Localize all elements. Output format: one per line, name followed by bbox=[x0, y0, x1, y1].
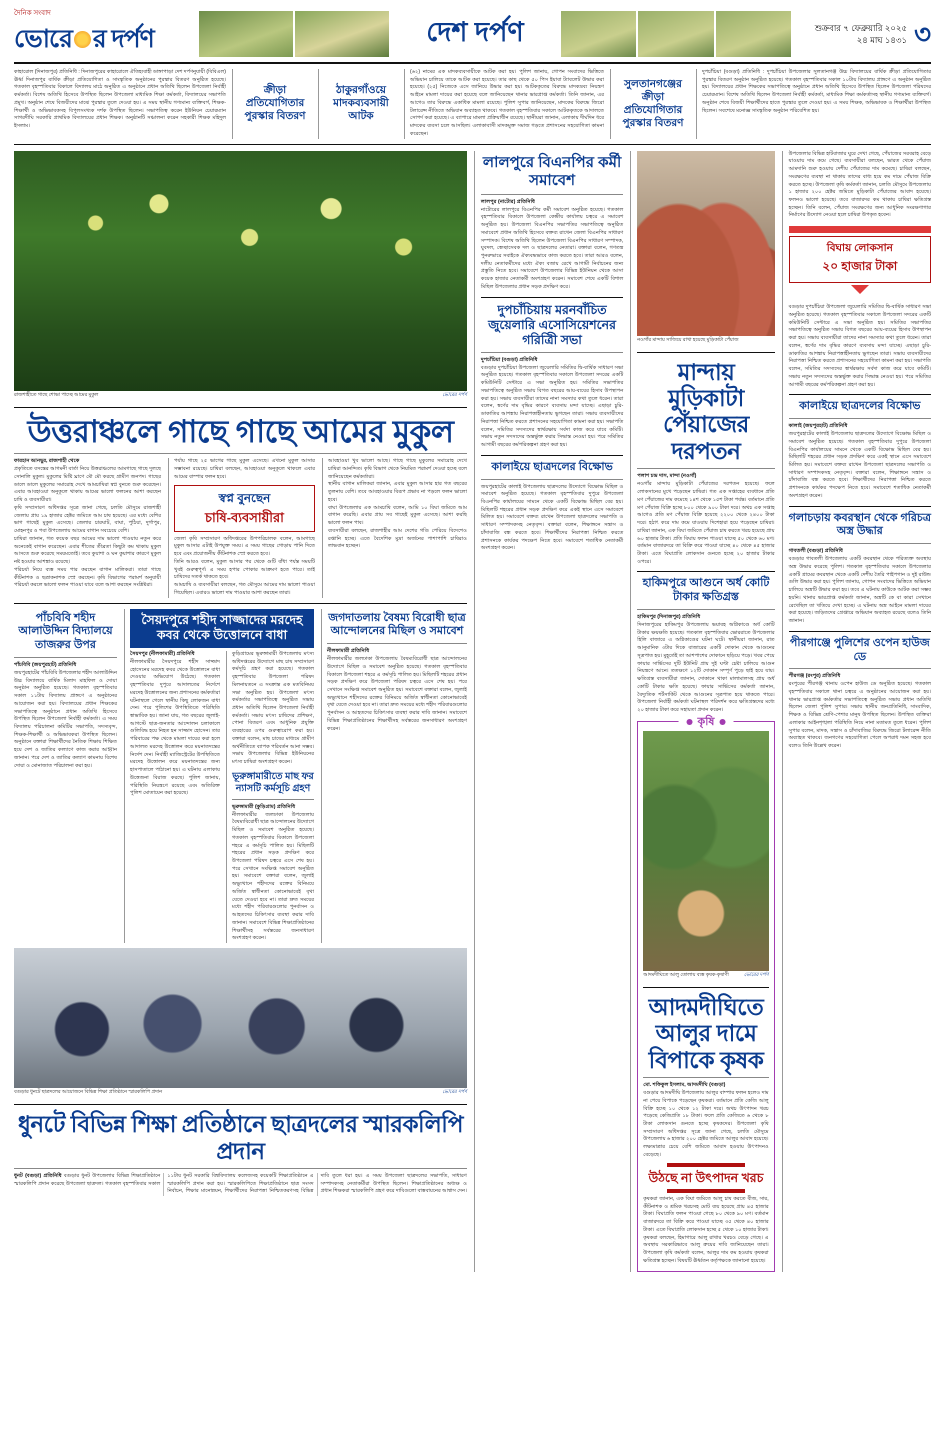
onion-photo-caption: নওগাঁর মান্দায় সাজিয়ে রাখা হয়েছে মুড়িকাটা পেঁয়াজ bbox=[637, 337, 739, 343]
topstrip-article-2 bbox=[404, 69, 604, 139]
dupchanchia-body: বগুড়ার দুপচাঁচিয়া উপজেলা জুয়েলারি সমিতির দ্বি-বার্ষিক সাধারণ সভা অনুষ্ঠিত হয়েছে। গতকাল বৃহস্পতিবার সকালে উপজেলা সদরের একটি কমিউনিটি সেন্টারে এ সভা অনুষ্ঠিত হয়। সমিতির সভাপতির সভাপতিত্বে অনুষ্ঠিত সভায় বিগত বছরের আয়-ব্যয়ের হিসাব উপস্থাপন করা হয়। সভায় ব্যবসায়ীরা তাদের নানা সমস্যার কথা তুলে ধরেন। তারা বলেন, স্বর্ণের দাম বৃদ্ধির কারণে ব্যবসায় মন্দা যাচ্ছে। এছাড়া চুরি-ডাকাতির আশঙ্কায় নিরাপত্তাহীনতায় ভুগছেন তারা। সভায় ব্যবসায়ীদের নিরাপত্তা নিশ্চিত করতে প্রশাসনের সহযোগিতা কামনা করা হয়। সভাপতি বলেন, সমিতির সদস্যদের স্বার্থরক্ষায় সর্বদা কাজ করে যাবে কমিটি। সভায় নতুন সদস্যদের অন্তর্ভুক্ত করার সিদ্ধান্ত নেওয়া হয়। পরে সমিতির আগামী বছরের কর্মপরিকল্পনা গ্রহণ করা হয়। bbox=[480, 364, 624, 449]
mango-para-11: বাঘা উপজেলার এক আমচাষি বলেন, আমি ১০ বিঘা জমিতে আম বাগান করেছি। এবার প্রায় সব গাছেই মুকুল এসেছে। আশা করছি ভালো ফলন পাব। bbox=[328, 504, 467, 527]
mango-para-12: ব্যবসায়ীরা বলছেন, রাজশাহীর আম দেশের গণ্ডি পেরিয়ে বিদেশেও রপ্তানি হচ্ছে। এতে বৈদেশিক মুদ্রা অর্জনের পাশাপাশি চাষিরাও লাভবান হচ্ছেন। bbox=[328, 527, 467, 550]
dhunat-byline: ধুনট (বগুড়া) প্রতিনিধি bbox=[14, 1172, 62, 1179]
topstrip-body-1: কাহারোল (দিনাজপুর) প্রতিনিধি : দিনাজপুরের কাহারোলে ঐতিহ্যবাহী ডাঙ্গাপাড়া দেশ দর্পণনুযায়ী (বিবিএল) ঊর্ধ্ব দিনাজপুর বার্ষিক ক্রীড়া প্রতিযোগিতা ও সাংস্কৃতিক অনুষ্ঠানের পুরস্কার বিতরণ অনুষ্ঠিত হয়েছে। গতকাল বৃহস্পতিবার বিকালে বিদ্যালয় মাঠে অনুষ্ঠিত এ অনুষ্ঠানে প্রধান অতিথি ছিলেন উপজেলা নির্বাহী কর্মকর্তা। বিশেষ অতিথি হিসেবে উপস্থিত ছিলেন উপজেলা মাধ্যমিক শিক্ষা কর্মকর্তা, বিদ্যালয়ের সভাপতি প্রমুখ। অনুষ্ঠান শেষে বিজয়ীদের মাঝে পুরস্কার তুলে দেওয়া হয়। এ সময় স্থানীয় গণ্যমান্য ব্যক্তিবর্গ, শিক্ষক-শিক্ষার্থী ও অভিভাবকসহ বিপুলসংখ্যক দর্শক উপস্থিত ছিলেন। সভাপতিত্ব করেন ইউনিয়ন চেয়ারম্যান সাগরদীঘি সরকারি প্রাথমিক বিদ্যালয়ের প্রধান শিক্ষক। অনুষ্ঠানটি সঞ্চালনা করেন সহকারী শিক্ষক মহিদুল ইসলাম। bbox=[14, 69, 226, 130]
onion-loss-line2: ২০ হাজার টাকা bbox=[822, 259, 898, 274]
jagadatra-article bbox=[321, 609, 467, 944]
date-gregorian: শুক্রবার ৭ ফেব্রুয়ারি ২০২৫ bbox=[814, 22, 907, 33]
photo-credit: ভোরের দর্পণ bbox=[442, 1090, 467, 1096]
hakimpur-byline: হাকিমপুর (দিনাজপুর) প্রতিনিধি bbox=[637, 613, 701, 620]
syedpur-body: নীলফামারীর সৈয়দপুরে শহীদ সাজ্জাদ হোসেনের মরদেহ কবর থেকে উত্তোলনে বাধা দেওয়ার অভিযোগ উঠেছে। গতকাল বৃহস্পতিবার দুপুরে আদালতের নির্দেশে মরদেহ উত্তোলনের জন্য প্রশাসনের কর্মকর্তারা ঘটনাস্থলে গেলে স্থানীয় কিছু লোকজন বাধা দেন। পরে পুলিশের উপস্থিতিতে পরিস্থিতি স্বাভাবিক হয়। জানা যায়, গত বছরের জুলাই-আগস্টে ছাত্র-জনতার আন্দোলন চলাকালে গুলিবিদ্ধ হয়ে নিহত হন সাজ্জাদ হোসেন। তার পরিবারের পক্ষ থেকে মামলা দায়ের করা হলে আদালত মরদেহ উত্তোলন করে ময়নাতদন্তের নির্দেশ দেন। নির্বাহী ম্যাজিস্ট্রেটের উপস্থিতিতে মরদেহ উত্তোলন করে ময়নাতদন্তের জন্য হাসপাতালে পাঠানো হয়। এ ঘটনায় এলাকায় উত্তেজনা বিরাজ করছে। পুলিশ জানায়, পরিস্থিতি নিয়ন্ত্রণে রয়েছে এবং অতিরিক্ত পুলিশ মোতায়েন করা হয়েছে। bbox=[130, 658, 220, 797]
gabtoli-byline: গাবতলী (বগুড়া) প্রতিনিধি bbox=[788, 548, 843, 555]
column-2 bbox=[474, 151, 623, 1272]
panchbibi-byline: পাঁচবিবি (জয়পুরহাট) প্রতিনিধি bbox=[14, 661, 77, 668]
column-left bbox=[14, 151, 467, 1272]
mango-para-8: আমচাষি ও ব্যবসায়ীরা বলছেন, গত মৌসুমে আমের দাম ভালো পাওয়া গিয়েছিল। এবারও ভালো দাম পাওয়ার আশা করছেন তারা। bbox=[174, 582, 315, 596]
topstrip-heading-1: ক্রীড়া প্রতিযোগিতার পুরস্কার বিতরণ bbox=[232, 69, 312, 139]
mango-para-7: তিনি আরও বলেন, মুকুল আসার পর থেকে গুটি বাঁধা পর্যন্ত সময়টি খুবই গুরুত্বপূর্ণ। এ সময় হপার পোকার আক্রমণ হতে পারে। তাই চাষিদের সতর্ক থাকতে হবে। bbox=[174, 558, 315, 581]
onion-loss-line1: বিঘায় লোকসান bbox=[826, 242, 893, 255]
vurungamari-byline: ভূরুঙ্গামারী (কুড়িগ্রাম) প্রতিনিধি bbox=[232, 803, 296, 810]
krishi-body-right: কৃষকরা জানান, এক বিঘা জমিতে আলু চাষ করতে বীজ, সার, কীটনাশক ও শ্রমিক খরচসহ মোট ব্যয় হয়েছে প্রায় ৪৫ হাজার টাকা। বিঘাপ্রতি ফলন পাওয়া গেছে ৮০ থেকে ৯০ মণ। বর্তমান বাজারদরে তা বিক্রি করে পাওয়া যাচ্ছে ৩৫ থেকে ৪০ হাজার টাকা। এতে বিঘাপ্রতি লোকসান হচ্ছে ৫ থেকে ১০ হাজার টাকা। কৃষকরা বলছেন, হিমাগারে আলু রাখার খরচও বেড়ে গেছে। এ অবস্থায় সরকারিভাবে আলু ক্রয়ের দাবি জানিয়েছেন তারা। উপজেলা কৃষি কর্মকর্তা বলেন, আলুর দাম কম হওয়ায় কৃষকরা ক্ষতিগ্রস্ত হচ্ছেন। বিষয়টি ঊর্ধ্বতন কর্তৃপক্ষকে জানানো হয়েছে। bbox=[643, 1195, 769, 1264]
krishi-label: কৃষি bbox=[697, 715, 715, 728]
dhunat-photo bbox=[14, 948, 467, 1088]
kalai-body-2: জয়পুরহাটের কালাই উপজেলায় ছাত্রদলের উদ্যোগে বিক্ষোভ মিছিল ও সমাবেশ অনুষ্ঠিত হয়েছে। গতকাল বৃহস্পতিবার দুপুরে উপজেলা বিএনপির কার্যালয়ের সামনে থেকে একটি বিক্ষোভ মিছিল বের হয়। মিছিলটি শহরের প্রধান সড়ক প্রদক্ষিণ করে একই স্থানে এসে সমাবেশে মিলিত হয়। সমাবেশে বক্তব্য রাখেন উপজেলা ছাত্রদলের সভাপতি ও সাধারণ সম্পাদকসহ নেতৃবৃন্দ। বক্তারা বলেন, শিক্ষাঙ্গনে সন্ত্রাস ও চাঁদাবাজি বন্ধ করতে হবে। শিক্ষার্থীদের নিরাপত্তা নিশ্চিত করতে প্রশাসনকে কার্যকর পদক্ষেপ নিতে হবে। সমাবেশে শতাধিক নেতাকর্মী অংশগ্রহণ করেন। bbox=[480, 483, 624, 552]
mango-para-10: স্থানীয় বাগান মালিকরা জানান, এবার মুকুল আসার হার গত বছরের তুলনায় বেশি। তবে আবহাওয়ার বিরূপ প্রভাব না পড়লে ফলন ভালো হবে। bbox=[328, 481, 467, 503]
dupchanchia-headline: দুপচাঁচিয়ায় মরনবাঁচিত জুয়েলারি এসোসিয়েশনের গরিত্রিী সভা bbox=[488, 302, 616, 347]
potato-photo-caption: আদমদীঘিতে আলু তোলায় ব্যস্ত কৃষক-কৃষাণী bbox=[643, 972, 729, 978]
onion-caption-row bbox=[637, 336, 774, 347]
masthead bbox=[14, 6, 931, 64]
mango-para-1: প্রকৃতিতে বসন্তের আগমনী বার্তা নিয়ে উত্তরাঞ্চলের আমগাছে গাছে দুলছে সোনালি মুকুল। মুকুলের মিষ্টি ঘ্রাণে মৌ মৌ করছে গ্রামীণ জনপদ। গাছের ডালে ডালে মুকুলের সমারোহ দেখে আমচাষিরা স্বপ্ন বুনতে শুরু করেছেন। এবার আবহাওয়া অনুকূলে থাকায় আমের ভালো ফলনের আশা করছেন চাষি ও ব্যবসায়ীরা। bbox=[14, 466, 161, 504]
vurungamari-body: নীলফামারীর জলঢাকা উপজেলায় বৈষম্যবিরোধী ছাত্র আন্দোলনের উদ্যোগে মিছিল ও সমাবেশ অনুষ্ঠিত হয়েছে। গতকাল বৃহস্পতিবার বিকালে উপজেলা শহরে এ কর্মসূচি পালিত হয়। মিছিলটি শহরের প্রধান সড়ক প্রদক্ষিণ করে উপজেলা পরিষদ চত্বরে এসে শেষ হয়। পরে সেখানে সংক্ষিপ্ত সমাবেশ অনুষ্ঠিত হয়। সমাবেশে বক্তারা বলেন, জুলাই অভ্যুত্থানে শহীদদের রক্তের বিনিময়ে অর্জিত স্বাধীনতা কোনোভাবেই বৃথা যেতে দেওয়া হবে না। তারা দ্রুত সময়ের মধ্যে শহীদ পরিবারগুলোর পুনর্বাসন ও আহতদের চিকিৎসার ব্যবস্থা করার দাবি জানান। সমাবেশে বিভিন্ন শিক্ষাপ্রতিষ্ঠানের শিক্ষার্থীসহ সর্বস্তরের জনসাধারণ অংশগ্রহণ করেন। bbox=[232, 811, 314, 942]
jagadatra-body: নীলফামারীর জলঢাকা উপজেলায় বৈষম্যবিরোধী ছাত্র আন্দোলনের উদ্যোগে মিছিল ও সমাবেশ অনুষ্ঠিত হয়েছে। গতকাল বৃহস্পতিবার বিকালে উপজেলা শহরে এ কর্মসূচি পালিত হয়। মিছিলটি শহরের প্রধান সড়ক প্রদক্ষিণ করে উপজেলা পরিষদ চত্বরে এসে শেষ হয়। পরে সেখানে সংক্ষিপ্ত সমাবেশ অনুষ্ঠিত হয়। সমাবেশে বক্তারা বলেন, জুলাই অভ্যুত্থানে শহীদদের রক্তের বিনিময়ে অর্জিত স্বাধীনতা কোনোভাবেই বৃথা যেতে দেওয়া হবে না। তারা দ্রুত সময়ের মধ্যে শহীদ পরিবারগুলোর পুনর্বাসন ও আহতদের চিকিৎসার ব্যবস্থা করার দাবি জানান। সমাবেশে বিভিন্ন শিক্ষাপ্রতিষ্ঠানের শিক্ষার্থীসহ সর্বস্তরের জনসাধারণ অংশগ্রহণ করেন। bbox=[327, 656, 467, 732]
onion-body-right: উপজেলার বিভিন্ন হাটবাজার ঘুরে দেখা গেছে, পেঁয়াজের সরবরাহ বেড়ে যাওয়ায় দাম কমে গেছে। ব্যবসায়ীরা বলছেন, ভারত থেকে পেঁয়াজ আমদানি শুরু হওয়ায় দেশীয় পেঁয়াজের দাম কমেছে। চাষিরা বলছেন, সংরক্ষণের ব্যবস্থা না থাকায় তাদের বাধ্য হয়ে কম দামে পেঁয়াজ বিক্রি করতে হচ্ছে। উপজেলা কৃষি কর্মকর্তা জানান, চলতি মৌসুমে উপজেলায় ১ হাজার ২০০ হেক্টর জমিতে মুড়িকাটা পেঁয়াজের আবাদ হয়েছে। ফলনও ভালো হয়েছে। তবে বাজারদর কম থাকায় চাষিরা ক্ষতিগ্রস্ত হচ্ছেন। তিনি বলেন, পেঁয়াজ সংরক্ষণের জন্য আধুনিক সংরক্ষণাগার নির্মাণের উদ্যোগ নেওয়া হলে চাষিরা উপকৃত হবেন। bbox=[788, 150, 931, 219]
panchbibi-headline: পাঁচবিবি শহীদ আলাউদ্দিন বিদ্যালয়ে তাজরুর উপর bbox=[18, 611, 113, 652]
krishi-body-left: বগুড়ার আদমদীঘি উপজেলায় আলুর বাম্পার ফলন হলেও দাম না পেয়ে বিপাকে পড়েছেন কৃষকরা। বর্তমানে প্রতি কেজি আলু বিক্রি হচ্ছে ১০ থেকে ১২ টাকা দরে। অথচ উৎপাদন খরচ পড়েছে কেজিপ্রতি ১৮ টাকা। ফলে প্রতি কেজিতে ৬ থেকে ৮ টাকা লোকসান গুনতে হচ্ছে কৃষকদের। উপজেলা কৃষি সম্প্রসারণ অধিদপ্তর সূত্রে জানা গেছে, চলতি মৌসুমে উপজেলায় ৬ হাজার ২০০ হেক্টর জমিতে আলুর আবাদ হয়েছে। লক্ষ্যমাত্রার চেয়ে বেশি জমিতে আবাদ হওয়ায় উৎপাদনও বেড়েছে। bbox=[643, 1090, 769, 1158]
mango-photo-caption-row bbox=[14, 391, 467, 402]
topstrip-article-3 bbox=[696, 69, 931, 139]
syedpur-col-2 bbox=[226, 651, 314, 943]
masthead-image bbox=[295, 11, 389, 57]
down-arrow-icon bbox=[851, 285, 869, 294]
krishi-byline: মো. শফিকুল ইসলাম, আদমদীঘি (বগুড়া) bbox=[643, 1082, 726, 1089]
pirganj-byline: পীরগঞ্জ (রংপুর) প্রতিনিধি bbox=[788, 673, 841, 680]
mango-para-3: চাষিরা জানান, গত কয়েক বছর আমের দাম ভালো পাওয়ায় নতুন করে অনেকেই বাগান করেছেন। এবার শীতের তীব্রতা কিছুটা কম থাকায় মুকুল আসতে শুরু করেছে সময়মতোই। তবে কুয়াশা ও ঘন কুয়াশার কারণে মুকুল নষ্ট হওয়ার আশঙ্কাও রয়েছে। bbox=[14, 535, 161, 566]
onion-body-left: নওগাঁর মান্দায় মুড়িকাটা পেঁয়াজের দরপতন হয়েছে। ফলে লোকসানের মুখে পড়েছেন চাষিরা। গত এক সপ্তাহের ব্যবধানে প্রতি মণ পেঁয়াজের দাম কমেছে ১৪শ থেকে ১৫শ টাকা পর্যন্ত। বর্তমানে প্রতি মণ পেঁয়াজ বিক্রি হচ্ছে ৮০০ থেকে ৯০০ টাকা দরে। অথচ এক সপ্তাহ আগেও প্রতি মণ পেঁয়াজ বিক্রি হয়েছে ২২০০ থেকে ২৪০০ টাকা দরে। হঠাৎ করে দাম কমে যাওয়ায় দিশেহারা হয়ে পড়েছেন চাষিরা। চাষিরা জানান, এক বিঘা জমিতে পেঁয়াজ চাষ করতে খরচ হয়েছে প্রায় ৬০ হাজার টাকা। প্রতি বিঘায় ফলন পাওয়া যাচ্ছে ৫০ থেকে ৬০ মণ। বর্তমান বাজারদরে তা বিক্রি করে পাওয়া যাচ্ছে ৪০ থেকে ৪৫ হাজার টাকা। এতে বিঘাপ্রতি লোকসান গুনতে হচ্ছে ২০ হাজার টাকার ওপরে। bbox=[637, 481, 775, 565]
pirganj-body: রংপুরের পীরগঞ্জ থানায় ওপেন হাউজ ডে অনুষ্ঠিত হয়েছে। গতকাল বৃহস্পতিবার সকালে থানা চত্বরে এ অনুষ্ঠানের আয়োজন করা হয়। থানার ভারপ্রাপ্ত কর্মকর্তার সভাপতিত্বে অনুষ্ঠিত সভায় প্রধান অতিথি ছিলেন জেলা পুলিশ সুপার। সভায় স্থানীয় জনপ্রতিনিধি, সাংবাদিক, শিক্ষক ও বিভিন্ন শ্রেণি-পেশার মানুষ উপস্থিত ছিলেন। উপস্থিত ব্যক্তিরা এলাকার আইনশৃঙ্খলা পরিস্থিতি নিয়ে নানা মতামত তুলে ধরেন। পুলিশ সুপার বলেন, মাদক, সন্ত্রাস ও চাঁদাবাজির বিরুদ্ধে জিরো টলারেন্স নীতি অব্যাহত থাকবে। জনগণের সহযোগিতা পেলে অপরাধ দমন সহজ হবে বলেও তিনি উল্লেখ করেন। bbox=[788, 681, 931, 750]
lalpur-byline: লালপুর (নাটোর) প্রতিনিধি bbox=[480, 198, 535, 205]
mango-para-2: কৃষি সম্প্রসারণ অধিদপ্তর সূত্রে জানা গেছে, চলতি মৌসুমে রাজশাহী জেলায় প্রায় ১৯ হাজার হেক্টর জমিতে আম চাষ হয়েছে। এর মধ্যে বেশির ভাগ গাছেই মুকুল এসেছে। জেলার চারঘাট, বাঘা, পুঠিয়া, দুর্গাপুর, মোহনপুর ও পবা উপজেলায় আমের বাগান সবচেয়ে বেশি। bbox=[14, 504, 161, 535]
bullet-icon bbox=[686, 719, 692, 725]
topstrip-heading-3: সুলতানগঞ্জের ক্রীড়া প্রতিযোগিতার পুরস্কার বিতরণ bbox=[610, 69, 690, 139]
masthead-left-images bbox=[199, 6, 389, 62]
jagadatra-byline: নীলফামারী প্রতিনিধি bbox=[327, 648, 370, 655]
masthead-dateline bbox=[791, 6, 931, 62]
mango-col-1 bbox=[14, 458, 161, 597]
topstrip-body-3: দুপচাঁচিয়া (বগুড়া) প্রতিনিধি : দুপচাঁচিয়া উপজেলার সুলতানগঞ্জ উচ্চ বিদ্যালয়ের বার্ষিক ক্রীড়া প্রতিযোগিতার পুরস্কার বিতরণ অনুষ্ঠান অনুষ্ঠিত হয়েছে। গতকাল বৃহস্পতিবার সকাল ১০টায় বিদ্যালয় প্রাঙ্গণে এ অনুষ্ঠান অনুষ্ঠিত হয়। বিদ্যালয়ের প্রধান শিক্ষকের সভাপতিত্বে অনুষ্ঠানে প্রধান অতিথি হিসেবে উপস্থিত ছিলেন উপজেলা পরিষদের চেয়ারম্যান। বিশেষ অতিথি ছিলেন উপজেলা নির্বাহী কর্মকর্তা, মাধ্যমিক শিক্ষা কর্মকর্তাসহ স্থানীয় গণ্যমান্য ব্যক্তিবর্গ। অনুষ্ঠান শেষে বিজয়ী শিক্ষার্থীদের হাতে পুরস্কার তুলে দেওয়া হয়। এ সময় শিক্ষক, অভিভাবক ও শিক্ষার্থীরা উপস্থিত ছিলেন। সবশেষে মনোজ্ঞ সাংস্কৃতিক অনুষ্ঠান পরিবেশিত হয়। bbox=[702, 69, 931, 114]
onion-loss-callout bbox=[789, 226, 931, 294]
mango-pullquote-line1: স্বপ্ন বুনছেন bbox=[218, 491, 271, 506]
gabtoli-body: বগুড়ার গাবতলী উপজেলায় একটি কবরস্থান থেকে পরিত্যক্ত অবস্থায় অস্ত্র উদ্ধার করেছে পুলিশ। গতকাল বৃহস্পতিবার সকালে উপজেলার একটি গ্রামের কবরস্থান থেকে একটি দেশীয় তৈরি পাইপগান ও দুই রাউন্ড গুলি উদ্ধার করা হয়। পুলিশ জানায়, গোপন সংবাদের ভিত্তিতে অভিযান চালিয়ে অস্ত্রটি উদ্ধার করা হয়। তবে এ ঘটনায় কাউকে আটক করা সম্ভব হয়নি। থানার ভারপ্রাপ্ত কর্মকর্তা জানান, অস্ত্রটি কে বা কারা সেখানে রেখেছিল তা খতিয়ে দেখা হচ্ছে। এ ঘটনায় অস্ত্র আইনে মামলা দায়ের করা হয়েছে। জড়িতদের গ্রেপ্তারে অভিযান অব্যাহত রয়েছে বলেও তিনি জানান। bbox=[788, 556, 931, 625]
masthead-image bbox=[638, 11, 713, 57]
photo-credit: ভোরের দর্পণ bbox=[442, 392, 467, 398]
bullet-icon bbox=[719, 719, 725, 725]
dhunat-caption-row bbox=[14, 1088, 467, 1099]
mango-para-4: পরিচর্যা নিয়ে ব্যস্ত সময় পার করছেন বাগান মালিকরা। তারা গাছে কীটনাশক ও ছত্রাকনাশক স্প্রে করছেন। কৃষি বিভাগের পরামর্শ অনুযায়ী পরিচর্যা করলে ভালো ফলন পাওয়া যাবে বলে আশা করছেন সংশ্লিষ্টরা। bbox=[14, 566, 161, 589]
newspaper-logo[interactable] bbox=[14, 6, 199, 62]
syedpur-col-1 bbox=[130, 651, 220, 943]
mango-col-3 bbox=[322, 458, 467, 597]
column-3 bbox=[630, 151, 774, 1272]
mango-pullquote bbox=[174, 485, 315, 531]
logo-subtitle: দৈনিক সংবাদ bbox=[14, 9, 51, 17]
gabtoli-headline-2: কালাইয়ে ছাত্রদলের বিক্ষোভ bbox=[491, 460, 613, 473]
page-number: ৩ bbox=[914, 19, 931, 49]
onion-byline: পলাশ চন্দ্র দাস, মান্দা (নওগাঁ) bbox=[637, 473, 697, 480]
mango-para-5: পর্যায় গাছে ২৫ ভাগের গাছে মুকুল এসেছে। এখনো মুকুল আসার সম্ভাবনা রয়েছে। চাষিরা বলছেন, আবহাওয়া অনুকূলে থাকলে এবার আমের বাম্পার ফলন হবে। bbox=[174, 458, 315, 480]
date-bengali: ২৪ মাঘ ১৪৩১ bbox=[856, 35, 907, 45]
potato-photo bbox=[643, 731, 768, 971]
kalai-body: জয়পুরহাটের কালাই উপজেলায় ছাত্রদলের উদ্যোগে বিক্ষোভ মিছিল ও সমাবেশ অনুষ্ঠিত হয়েছে। গতকাল বৃহস্পতিবার দুপুরে উপজেলা বিএনপির কার্যালয়ের সামনে থেকে একটি বিক্ষোভ মিছিল বের হয়। মিছিলটি শহরের প্রধান সড়ক প্রদক্ষিণ করে একই স্থানে এসে সমাবেশে মিলিত হয়। সমাবেশে বক্তব্য রাখেন উপজেলা ছাত্রদলের সভাপতি ও সাধারণ সম্পাদকসহ নেতৃবৃন্দ। বক্তারা বলেন, শিক্ষাঙ্গনে সন্ত্রাস ও চাঁদাবাজি বন্ধ করতে হবে। শিক্ষার্থীদের নিরাপত্তা নিশ্চিত করতে প্রশাসনকে কার্যকর পদক্ষেপ নিতে হবে। সমাবেশে শতাধিক নেতাকর্মী অংশগ্রহণ করেন। bbox=[788, 431, 931, 499]
krishi-section bbox=[637, 715, 774, 1272]
section-title: দেশ দর্পণ bbox=[426, 16, 524, 47]
panchbibi-body: জয়পুরহাটের পাঁচবিবি উপজেলার শহীদ আলাউদ্দিন উচ্চ বিদ্যালয়ে বার্ষিক মিলাদ মাহফিল ও দোয়া অনুষ্ঠান অনুষ্ঠিত হয়েছে। গতকাল বৃহস্পতিবার সকাল ১১টায় বিদ্যালয় প্রাঙ্গণে এ অনুষ্ঠানের আয়োজন করা হয়। বিদ্যালয়ের প্রধান শিক্ষকের সভাপতিত্বে অনুষ্ঠানে প্রধান অতিথি হিসেবে উপস্থিত ছিলেন উপজেলা নির্বাহী কর্মকর্তা। এ সময় বিদ্যালয় পরিচালনা কমিটির সভাপতি, সদস্যবৃন্দ, শিক্ষক-শিক্ষার্থী ও অভিভাবকরা উপস্থিত ছিলেন। অনুষ্ঠানে বক্তারা শিক্ষার্থীদের নৈতিক শিক্ষায় শিক্ষিত হয়ে দেশ ও জাতির কল্যাণে কাজ করার আহ্বান জানান। পরে দেশ ও জাতির কল্যাণ কামনায় বিশেষ দোয়া ও মোনাজাত পরিচালনা করা হয়। bbox=[14, 669, 117, 769]
krishi-tag bbox=[678, 713, 733, 732]
panchbibi-article bbox=[14, 609, 117, 944]
photo-credit: ভোরের দর্পণ bbox=[744, 972, 769, 978]
topstrip-body-2: (৬২) নামের এক মাদকব্যবসায়ীকে আটক করা হয়। পুলিশ জানায়, গোপন সংবাদের ভিত্তিতে অভিযান চালিয়ে তাকে আটক করা হয়েছে। তার কাছ থেকে ৫০ পিস ইয়াবা ট্যাবলেট উদ্ধার করা হয়েছে। (২৫) নিজেকে এসে জানিয়ে উদ্ধার করা হয়। আটককৃতের বিরুদ্ধে মাদকদ্রব্য নিয়ন্ত্রণ আইনে মামলা দায়ের করা হয়েছে বলে জানিয়েছেন থানার ভারপ্রাপ্ত কর্মকর্তা। তিনি জানান, এর আগেও তার বিরুদ্ধে একাধিক মামলা রয়েছে। পুলিশ সুপার জানিয়েছেন, মাদকের বিরুদ্ধে জিরো টলারেন্স নীতিতে অভিযান অব্যাহত থাকবে। গতকাল বৃহস্পতিবার সকালে আটককৃতকে আদালতে সোপর্দ করা হয়েছে। এ ব্যাপারে মামলা প্রক্রিয়াধীন রয়েছে। স্থানীয়রা জানান, এলাকায় দীর্ঘদিন ধরে মাদকের ব্যবসা চলে আসছিল। এলাকাবাসী মাদকমুক্ত সমাজ গড়তে প্রশাসনের সহযোগিতা কামনা করেছেন। bbox=[410, 69, 604, 137]
dhunat-photo-caption: বগুড়ার ধুনটে ছাত্রদলের আয়োজনে বিভিন্ন শিক্ষা প্রতিষ্ঠানে স্মারকলিপি প্রদান bbox=[14, 1090, 163, 1096]
dupchanchia-byline: দুপচাঁচিয়া (বগুড়া) প্রতিনিধি bbox=[480, 356, 538, 363]
syedpur-body-cont: কুড়িগ্রামের ভূরুঙ্গামারী উপজেলায় মৎস্য অধিদপ্তরের উদ্যোগে মাছ চাষ সম্প্রসারণ কর্মসূচি গ্রহণ করা হয়েছে। গতকাল বৃহস্পতিবার উপজেলা পরিষদ মিলনায়তনে এ সংক্রান্ত এক মতবিনিময় সভা অনুষ্ঠিত হয়। উপজেলা মৎস্য কর্মকর্তার সভাপতিত্বে অনুষ্ঠিত সভায় প্রধান অতিথি ছিলেন উপজেলা নির্বাহী কর্মকর্তা। সভায় মৎস্য চাষিদের প্রশিক্ষণ, পোনা বিতরণ এবং আধুনিক প্রযুক্তি ব্যবহারের ওপর গুরুত্বারোপ করা হয়। বক্তারা বলেন, মাছ চাষের মাধ্যমে গ্রামীণ অর্থনীতিতে ব্যাপক পরিবর্তন আনা সম্ভব। সভায় উপজেলার বিভিন্ন ইউনিয়নের মৎস্য চাষিরা অংশগ্রহণ করেন। bbox=[232, 650, 314, 766]
main-content-grid bbox=[14, 151, 931, 1272]
masthead-right-images bbox=[561, 6, 791, 62]
topstrip-article-1 bbox=[14, 69, 226, 139]
mango-para-9: আবহাওয়া খুব ভালো আছে। গাছে গাছে মুকুলের সমারোহ দেখে চাষিরা আনন্দিত। কৃষি বিভাগ থেকে নিয়মিত পরামর্শ দেওয়া হচ্ছে বলে জানিয়েছেন কর্মকর্তারা। bbox=[328, 458, 467, 480]
onion-headline: মান্দায় মুড়িকাটা পেঁয়াজের দরপতন bbox=[663, 358, 749, 464]
lower-left-block bbox=[14, 609, 467, 944]
masthead-image bbox=[716, 11, 791, 57]
pirganj-headline: পীরগাঞ্জে পুলিশের ওপেন হাউজ ডে bbox=[789, 636, 930, 663]
mango-photo-caption: রাজশাহীতে গাছে শোভা পাচ্ছে আমের মুকুল bbox=[14, 392, 99, 398]
gabtoli-headline: গলাচড়ায় কবরস্থান থেকে গরিচত্র অস্ত্র উদ্ধার bbox=[788, 511, 931, 538]
mango-byline: ফারহান আনছুর, রাজশাহী থেকে bbox=[14, 458, 80, 465]
lalpur-body: নাটোরের লালপুরে বিএনপির কর্মী সমাবেশ অনুষ্ঠিত হয়েছে। গতকাল বৃহস্পতিবার বিকালে উপজেলা কেন্দ্রীয় কার্যালয় চত্বরে এ সমাবেশ অনুষ্ঠিত হয়। উপজেলা বিএনপির সভাপতির সভাপতিত্বে অনুষ্ঠিত সমাবেশে প্রধান অতিথি হিসেবে বক্তব্য রাখেন জেলা বিএনপির সাধারণ সম্পাদক। বিশেষ অতিথি ছিলেন উপজেলা বিএনপির সাধারণ সম্পাদক, যুবদল, স্বেচ্ছাসেবক দল ও ছাত্রদলের নেতারা। বক্তারা বলেন, গণতন্ত্র পুনরুদ্ধারে সবাইকে ঐক্যবদ্ধভাবে কাজ করতে হবে। তারা আরও বলেন, দলীয় নেতাকর্মীদের মধ্যে ঐক্য বজায় রেখে আগামী নির্বাচনের জন্য প্রস্তুতি নিতে হবে। সমাবেশে উপজেলার বিভিন্ন ইউনিয়ন থেকে আসা কয়েক হাজার নেতাকর্মী অংশগ্রহণ করেন। সমাবেশ শেষে একটি বিশাল মিছিল উপজেলার প্রধান সড়ক প্রদক্ষিণ করে। bbox=[480, 206, 624, 290]
sun-icon bbox=[74, 31, 91, 48]
onion-body-right-cont: বগুড়ার দুপচাঁচিয়া উপজেলা জুয়েলারি সমিতির দ্বি-বার্ষিক সাধারণ সভা অনুষ্ঠিত হয়েছে। গতকাল বৃহস্পতিবার সকালে উপজেলা সদরের একটি কমিউনিটি সেন্টারে এ সভা অনুষ্ঠিত হয়। সমিতির সভাপতির সভাপতিত্বে অনুষ্ঠিত সভায় বিগত বছরের আয়-ব্যয়ের হিসাব উপস্থাপন করা হয়। সভায় ব্যবসায়ীরা তাদের নানা সমস্যার কথা তুলে ধরেন। তারা বলেন, স্বর্ণের দাম বৃদ্ধির কারণে ব্যবসায় মন্দা যাচ্ছে। এছাড়া চুরি-ডাকাতির আশঙ্কায় নিরাপত্তাহীনতায় ভুগছেন তারা। সভায় ব্যবসায়ীদের নিরাপত্তা নিশ্চিত করতে প্রশাসনের সহযোগিতা কামনা করা হয়। সভাপতি বলেন, সমিতির সদস্যদের স্বার্থরক্ষায় সর্বদা কাজ করে যাবে কমিটি। সভায় নতুন সদস্যদের অন্তর্ভুক্ত করার সিদ্ধান্ত নেওয়া হয়। পরে সমিতির আগামী বছরের কর্মপরিকল্পনা গ্রহণ করা হয়। bbox=[788, 304, 931, 388]
potato-caption-row bbox=[643, 971, 768, 982]
mango-para-6: জেলা কৃষি সম্প্রসারণ অধিদপ্তরের উপপরিচালক বলেন, আমগাছে মুকুল আসার এটাই উপযুক্ত সময়। এ সময় গাছের গোড়ায় পানি দিতে হবে এবং প্রয়োজনীয় কীটনাশক স্প্রে করতে হবে। bbox=[174, 535, 315, 558]
mango-blossom-photo bbox=[14, 151, 467, 391]
hakimpur-headline: হাকিমপুরে আগুনে অর্ধ কোটি টাকার ক্ষতিগ্রস্ত bbox=[642, 577, 770, 604]
dhunat-headline: ধুনটে বিভিন্ন শিক্ষা প্রতিষ্ঠানে ছাত্রদলের স্মারকলিপি প্রদান bbox=[17, 1111, 463, 1164]
logo-title: ভোরে র দর্পণ bbox=[14, 24, 154, 53]
dhunat-body-text: বগুড়ার ধুনট উপজেলার বিভিন্ন শিক্ষাপ্রতিষ্ঠানে স্মারকলিপি প্রদান করেছে উপজেলা ছাত্রদল। গতকাল বৃহস্পতিবার সকাল ১১টায় ধুনট সরকারি বিশ্ববিদ্যালয় কলেজসহ কয়েকটি শিক্ষাপ্রতিষ্ঠানে এ স্মারকলিপি প্রদান করা হয়। স্মারকলিপিতে শিক্ষাপ্রতিষ্ঠানে ছাত্র সংসদ নির্বাচন, শিক্ষার মানোন্নয়ন, শিক্ষার্থীদের নিরাপত্তা নিশ্চিতকরণসহ বিভিন্ন দাবি তুলে ধরা হয়। এ সময় উপজেলা ছাত্রদলের সভাপতি, সাধারণ সম্পাদকসহ নেতাকর্মীরা উপস্থিত ছিলেন। শিক্ষাপ্রতিষ্ঠানের অধ্যক্ষ ও প্রধান শিক্ষকরা স্মারকলিপি গ্রহণ করে দাবিগুলো বাস্তবায়নের আশ্বাস দেন। bbox=[14, 1172, 467, 1195]
masthead-image bbox=[561, 11, 636, 57]
onion-photo bbox=[637, 151, 774, 336]
top-news-strip bbox=[14, 69, 931, 145]
masthead-image bbox=[199, 11, 293, 57]
vurungamari-headline: ভূরুঙ্গামারীতে মাছ ফর ন্যাসটি কর্মসূচি গ্রহণ bbox=[232, 770, 314, 794]
kalai-byline: কালাই (জয়পুরহাট) প্রতিনিধি bbox=[788, 423, 848, 430]
krishi-headline: আদমদীঘিতে আলুর দামে বিপাকে কৃষক bbox=[648, 993, 764, 1073]
kalai-headline: কালাইয়ে ছাত্রদলের বিক্ষোভ bbox=[799, 400, 921, 413]
syedpur-article bbox=[124, 609, 314, 944]
mango-pullquote-line2: চাষি-ব্যবসায়ীরা bbox=[205, 510, 284, 526]
dhunat-body bbox=[14, 1173, 467, 1196]
topstrip-heading-2: ঠাকুরগাঁওয়ে মাদকব্যবসায়ী আটক bbox=[318, 69, 398, 139]
mango-article-body bbox=[14, 458, 467, 597]
hakimpur-body: দিনাজপুরের হাকিমপুর উপজেলায় ভয়াবহ অগ্নিকাণ্ডে অর্ধ কোটি টাকার ক্ষয়ক্ষতি হয়েছে। গতকাল বৃহস্পতিবার ভোররাতে উপজেলার হিলি বাজারে এ অগ্নিকাণ্ডের ঘটনা ঘটে। স্থানীয়রা জানান, রাত আনুমানিক ৩টার দিকে বাজারের একটি দোকান থেকে আগুনের সূত্রপাত হয়। মুহূর্তেই তা আশপাশের দোকানে ছড়িয়ে পড়ে। খবর পেয়ে ফায়ার সার্ভিসের দুটি ইউনিট প্রায় দুই ঘণ্টা চেষ্টা চালিয়ে আগুন নিয়ন্ত্রণে আনে। ততক্ষণে ১২টি দোকান সম্পূর্ণ পুড়ে ছাই হয়ে যায়। ক্ষতিগ্রস্ত ব্যবসায়ীরা জানান, দোকানে থাকা মালামালসহ প্রায় অর্ধ কোটি টাকার ক্ষতি হয়েছে। ফায়ার সার্ভিসের কর্মকর্তা জানান, বৈদ্যুতিক শর্টসার্কিট থেকে আগুনের সূত্রপাত হয়ে থাকতে পারে। উপজেলা নির্বাহী কর্মকর্তা ঘটনাস্থল পরিদর্শন করে ক্ষতিগ্রস্তদের মধ্যে ২০ হাজার টাকা করে সহায়তা প্রদান করেন। bbox=[637, 621, 775, 714]
syedpur-byline: সৈয়দপুর (নীলফামারী) প্রতিনিধি bbox=[130, 650, 195, 657]
krishi-pullquote: উঠছে না উৎপাদন খরচ bbox=[648, 1170, 764, 1185]
jagadatra-headline: জগদাতলায় বৈষম্য বিরোধী ছাত্র আন্দোলনের মিছিল ও সমাবেশ bbox=[328, 611, 466, 638]
lalpur-headline: লালপুরে বিএনপির কর্মী সমাবেশ bbox=[482, 153, 622, 189]
syedpur-headline: সৈয়দপুরে শহীদ সাজ্জাদের মরদেহ কবর থেকে উত্তোলনে বাধা bbox=[130, 609, 314, 648]
mango-headline: উত্তরাঞ্চলে গাছে গাছে আমের মুকুল bbox=[27, 413, 454, 449]
section-title-container bbox=[389, 6, 561, 62]
mango-col-2 bbox=[168, 458, 315, 597]
column-4 bbox=[782, 151, 931, 1272]
